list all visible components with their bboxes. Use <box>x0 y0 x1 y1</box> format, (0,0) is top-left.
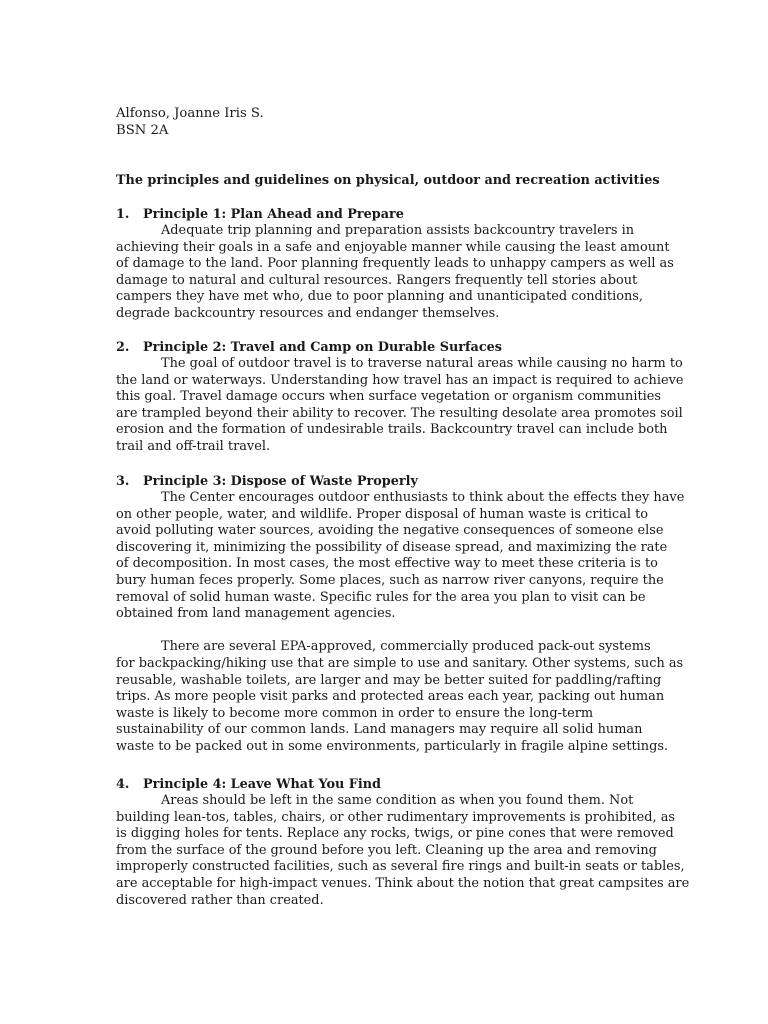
text-line: avoid polluting water sources, avoiding the negative consequences of someone else <box>116 523 664 539</box>
paragraph <box>116 223 674 323</box>
paragraph <box>116 793 690 909</box>
text-line: is digging holes for tents. Replace any rocks, twigs, or pine cones that were removed <box>116 826 674 842</box>
principle-section-3 <box>116 473 685 756</box>
text-line: this goal. Travel damage occurs when surface vegetation or organism communities <box>116 389 662 405</box>
principle-heading <box>116 339 656 356</box>
paragraph <box>116 490 685 623</box>
principle-section-4 <box>116 776 690 909</box>
principle-number: 2. <box>116 340 130 355</box>
principle-number: 4. <box>116 777 130 792</box>
text-line: reusable, washable toilets, are larger and may be better suited for paddling/rafting <box>116 672 662 688</box>
text-line: damage to natural and cultural resources. Rangers frequently tell stories about <box>116 272 638 288</box>
text-line: trail and off-trail travel. <box>116 438 271 454</box>
author-section: BSN 2A <box>116 123 169 138</box>
text-line: Adequate trip planning and preparation assists backcountry travelers in <box>161 223 635 238</box>
document-title: The principles and guidelines on physical, outdoor and recreation activities <box>116 173 660 188</box>
text-line: are acceptable for high-impact venues. Think about the notion that great campsites are <box>116 875 690 891</box>
principle-heading <box>116 776 656 793</box>
principle-heading <box>116 206 656 223</box>
text-line: building lean-tos, tables, chairs, or other rudimentary improvements is prohibited, as <box>116 809 676 825</box>
text-line: discovering it, minimizing the possibility of disease spread, and maximizing the rate <box>116 539 668 555</box>
text-line: degrade backcountry resources and endanger themselves. <box>116 305 500 321</box>
text-line: waste is likely to become more common in order to ensure the long-term <box>116 705 594 721</box>
text-line: obtained from land management agencies. <box>116 606 396 622</box>
text-line: There are several EPA-approved, commercially produced pack-out systems <box>161 639 651 655</box>
text-line: waste to be packed out in some environments, particularly in fragile alpine settings. <box>116 738 669 754</box>
text-line: Areas should be left in the same condition as when you found them. Not <box>161 793 634 808</box>
text-line: trips. As more people visit parks and protected areas each year, packing out human <box>116 689 665 705</box>
author-name: Alfonso, Joanne Iris S. <box>116 106 264 121</box>
principle-title: Principle 4: Leave What You Find <box>143 777 381 792</box>
text-line: improperly constructed facilities, such as several fire rings and built-in seats or tables, <box>116 859 685 875</box>
text-line: campers they have met who, due to poor planning and unanticipated conditions, <box>116 289 643 305</box>
text-line: sustainability of our common lands. Land managers may require all solid human <box>116 722 643 738</box>
text-line: the land or waterways. Understanding how travel has an impact is required to achieve <box>116 372 684 388</box>
text-line: on other people, water, and wildlife. Proper disposal of human waste is critical to <box>116 506 649 522</box>
text-line: bury human feces properly. Some places, such as narrow river canyons, require the <box>116 572 664 588</box>
text-line: achieving their goals in a safe and enjoyable manner while causing the least amount <box>116 239 670 255</box>
paragraph <box>116 639 684 755</box>
principle-section-1 <box>116 206 674 323</box>
text-line: discovered rather than created. <box>116 892 324 908</box>
paragraph <box>116 356 684 456</box>
principle-title: Principle 2: Travel and Camp on Durable Surfaces <box>143 340 502 355</box>
principle-number: 3. <box>116 474 130 489</box>
text-line: The Center encourages outdoor enthusiasts to think about the effects they have <box>161 490 685 505</box>
author-block <box>116 105 264 139</box>
text-line: of decomposition. In most cases, the most effective way to meet these criteria is to <box>116 556 658 572</box>
principle-section-2 <box>116 339 684 456</box>
text-line: of damage to the land. Poor planning frequently leads to unhappy campers as well as <box>116 256 674 272</box>
text-line: removal of solid human waste. Specific rules for the area you plan to visit can be <box>116 589 646 605</box>
principle-title: Principle 3: Dispose of Waste Properly <box>143 474 418 489</box>
text-line: are trampled beyond their ability to recover. The resulting desolate area promotes soil <box>116 405 683 421</box>
text-line: The goal of outdoor travel is to traverse natural areas while causing no harm to <box>161 356 683 371</box>
text-line: erosion and the formation of undesirable trails. Backcountry travel can include both <box>116 422 668 438</box>
principle-number: 1. <box>116 207 130 222</box>
principle-title: Principle 1: Plan Ahead and Prepare <box>143 207 404 222</box>
text-line: from the surface of the ground before you left. Cleaning up the area and removing <box>116 842 657 858</box>
principle-heading <box>116 473 656 490</box>
text-line: for backpacking/hiking use that are simple to use and sanitary. Other systems, such as <box>116 655 684 671</box>
